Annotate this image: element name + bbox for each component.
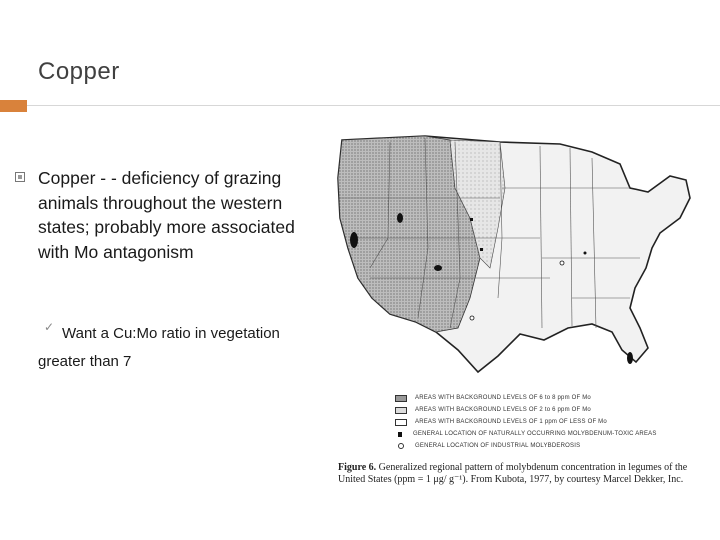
black-mark-swatch-icon — [398, 432, 402, 437]
legend-label: AREAS WITH BACKGROUND LEVELS OF 6 to 8 ppm OF Mo — [415, 395, 591, 401]
legend-row — [395, 392, 685, 404]
title-divider-line — [27, 105, 720, 106]
legend-label: GENERAL LOCATION OF INDUSTRIAL MOLYBDEROSIS — [415, 443, 581, 449]
caption-label: Figure 6. — [338, 462, 377, 473]
checkmark-icon: ✓ — [44, 320, 55, 334]
caption-text: Generalized regional pattern of molybdenum concentration in legumes of the United States (ppm = 1 μg/ g⁻¹). From Kubota, 1977, by courtesy Marcel Dekker, Inc. — [338, 462, 688, 485]
blank-swatch-icon — [395, 419, 407, 426]
dense-stipple-swatch-icon — [395, 395, 407, 402]
legend-label: GENERAL LOCATION OF NATURALLY OCCURRING MOLYBDENUM-TOXIC AREAS — [413, 431, 657, 437]
title-accent-block — [0, 100, 27, 112]
dot-swatch-icon — [398, 443, 404, 449]
main-bullet-text: Copper - - deficiency of grazing animals throughout the western states; probably more associated with Mo antagonism — [38, 168, 295, 262]
light-stipple-swatch-icon — [395, 407, 407, 414]
figure-caption — [338, 462, 708, 486]
legend-label: AREAS WITH BACKGROUND LEVELS OF 1 ppm OF LESS OF Mo — [415, 419, 607, 425]
sub-bullet-text: Want a Cu:Mo ratio in vegetation greater than 7 — [38, 325, 280, 370]
slide-title: Copper — [38, 58, 120, 85]
square-bullet-icon — [15, 172, 25, 182]
legend-row — [395, 404, 685, 416]
legend-label: AREAS WITH BACKGROUND LEVELS OF 2 to 6 ppm OF Mo — [415, 407, 591, 413]
legend-row — [395, 428, 685, 440]
legend-row — [395, 416, 685, 428]
legend-row — [395, 440, 685, 452]
map-legend — [395, 392, 685, 452]
